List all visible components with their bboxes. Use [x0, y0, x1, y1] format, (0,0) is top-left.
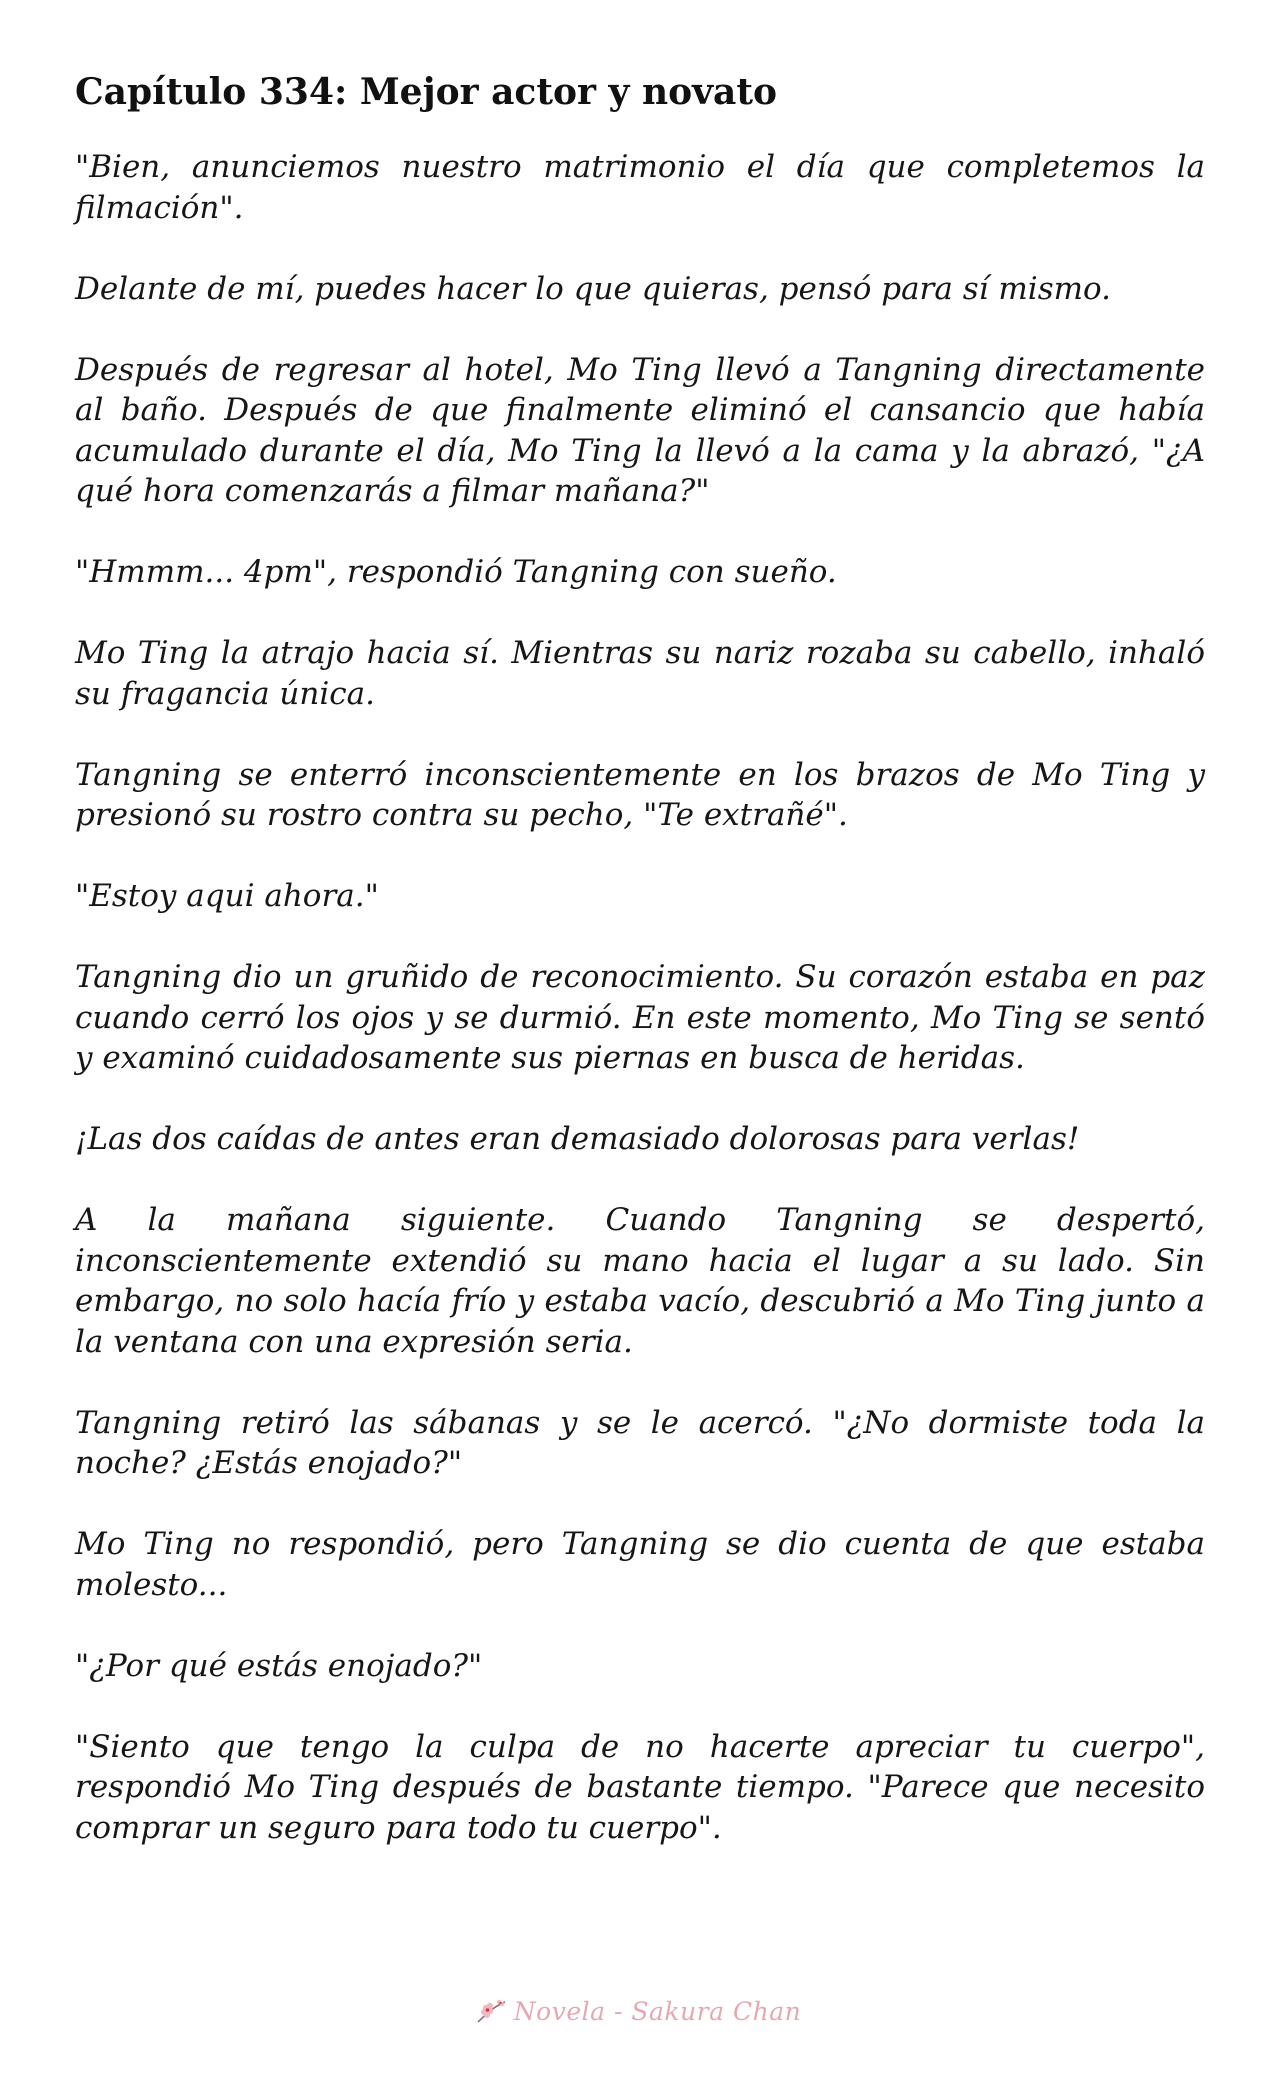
paragraph: "Bien, anunciemos nuestro matrimonio el día que completemos la filmación".	[75, 149, 1205, 226]
paragraph: Tangning retiró las sábanas y se le acercó. "¿No dormiste toda la noche? ¿Estás enojado?"	[75, 1404, 1205, 1481]
paragraph: Mo Ting la atrajo hacia sí. Mientras su nariz rozaba su cabello, inhaló su fragancia única.	[75, 635, 1205, 712]
paragraph: Delante de mí, puedes hacer lo que quieras, pensó para sí mismo.	[75, 270, 1111, 307]
paragraph: "Estoy aqui ahora."	[75, 878, 379, 914]
watermark	[0, 1996, 1275, 2026]
paragraph: A la mañana siguiente. Cuando Tangning se despertó, inconscientemente extendió su mano hacia el lugar a su lado. Sin embargo, no solo hacía frío y estaba vacío, descubrió a Mo Ting junto a la ventana con una expresión seria.	[75, 1202, 1205, 1360]
paragraph: "Siento que tengo la culpa de no hacerte apreciar tu cuerpo", respondió Mo Ting después de bastante tiempo. "Parece que necesito comprar un seguro para todo tu cuerpo".	[75, 1728, 1205, 1846]
paragraph: "Hmmm... 4pm", respondió Tangning con sueño.	[75, 554, 837, 590]
paragraph: "¿Por qué estás enojado?"	[75, 1647, 483, 1684]
sakura-flower-icon	[474, 1996, 508, 2026]
paragraph: Tangning dio un gruñido de reconocimiento. Su corazón estaba en paz cuando cerró los ojos y se durmió. En este momento, Mo Ting se sentó y examinó cuidadosamente sus piernas en busca de heridas.	[75, 959, 1205, 1076]
paragraph: ¡Las dos caídas de antes eran demasiado dolorosas para verlas!	[75, 1121, 1080, 1157]
paragraph: Después de regresar al hotel, Mo Ting llevó a Tangning directamente al baño. Después de que finalmente eliminó el cansancio que había acumulado durante el día, Mo Ting la llevó a la cama y la abrazó, "¿A qué hora comenzarás a filmar mañana?"	[75, 351, 1205, 509]
document-page	[75, 70, 1205, 1889]
watermark-text: Novela - Sakura Chan	[513, 1996, 802, 2026]
paragraph: Mo Ting no respondió, pero Tangning se dio cuenta de que estaba molesto...	[75, 1526, 1205, 1603]
chapter-title: Capítulo 334: Mejor actor y novato	[75, 71, 778, 113]
paragraph: Tangning se enterró inconscientemente en los brazos de Mo Ting y presionó su rostro contra su pecho, "Te extrañé".	[75, 756, 1205, 833]
